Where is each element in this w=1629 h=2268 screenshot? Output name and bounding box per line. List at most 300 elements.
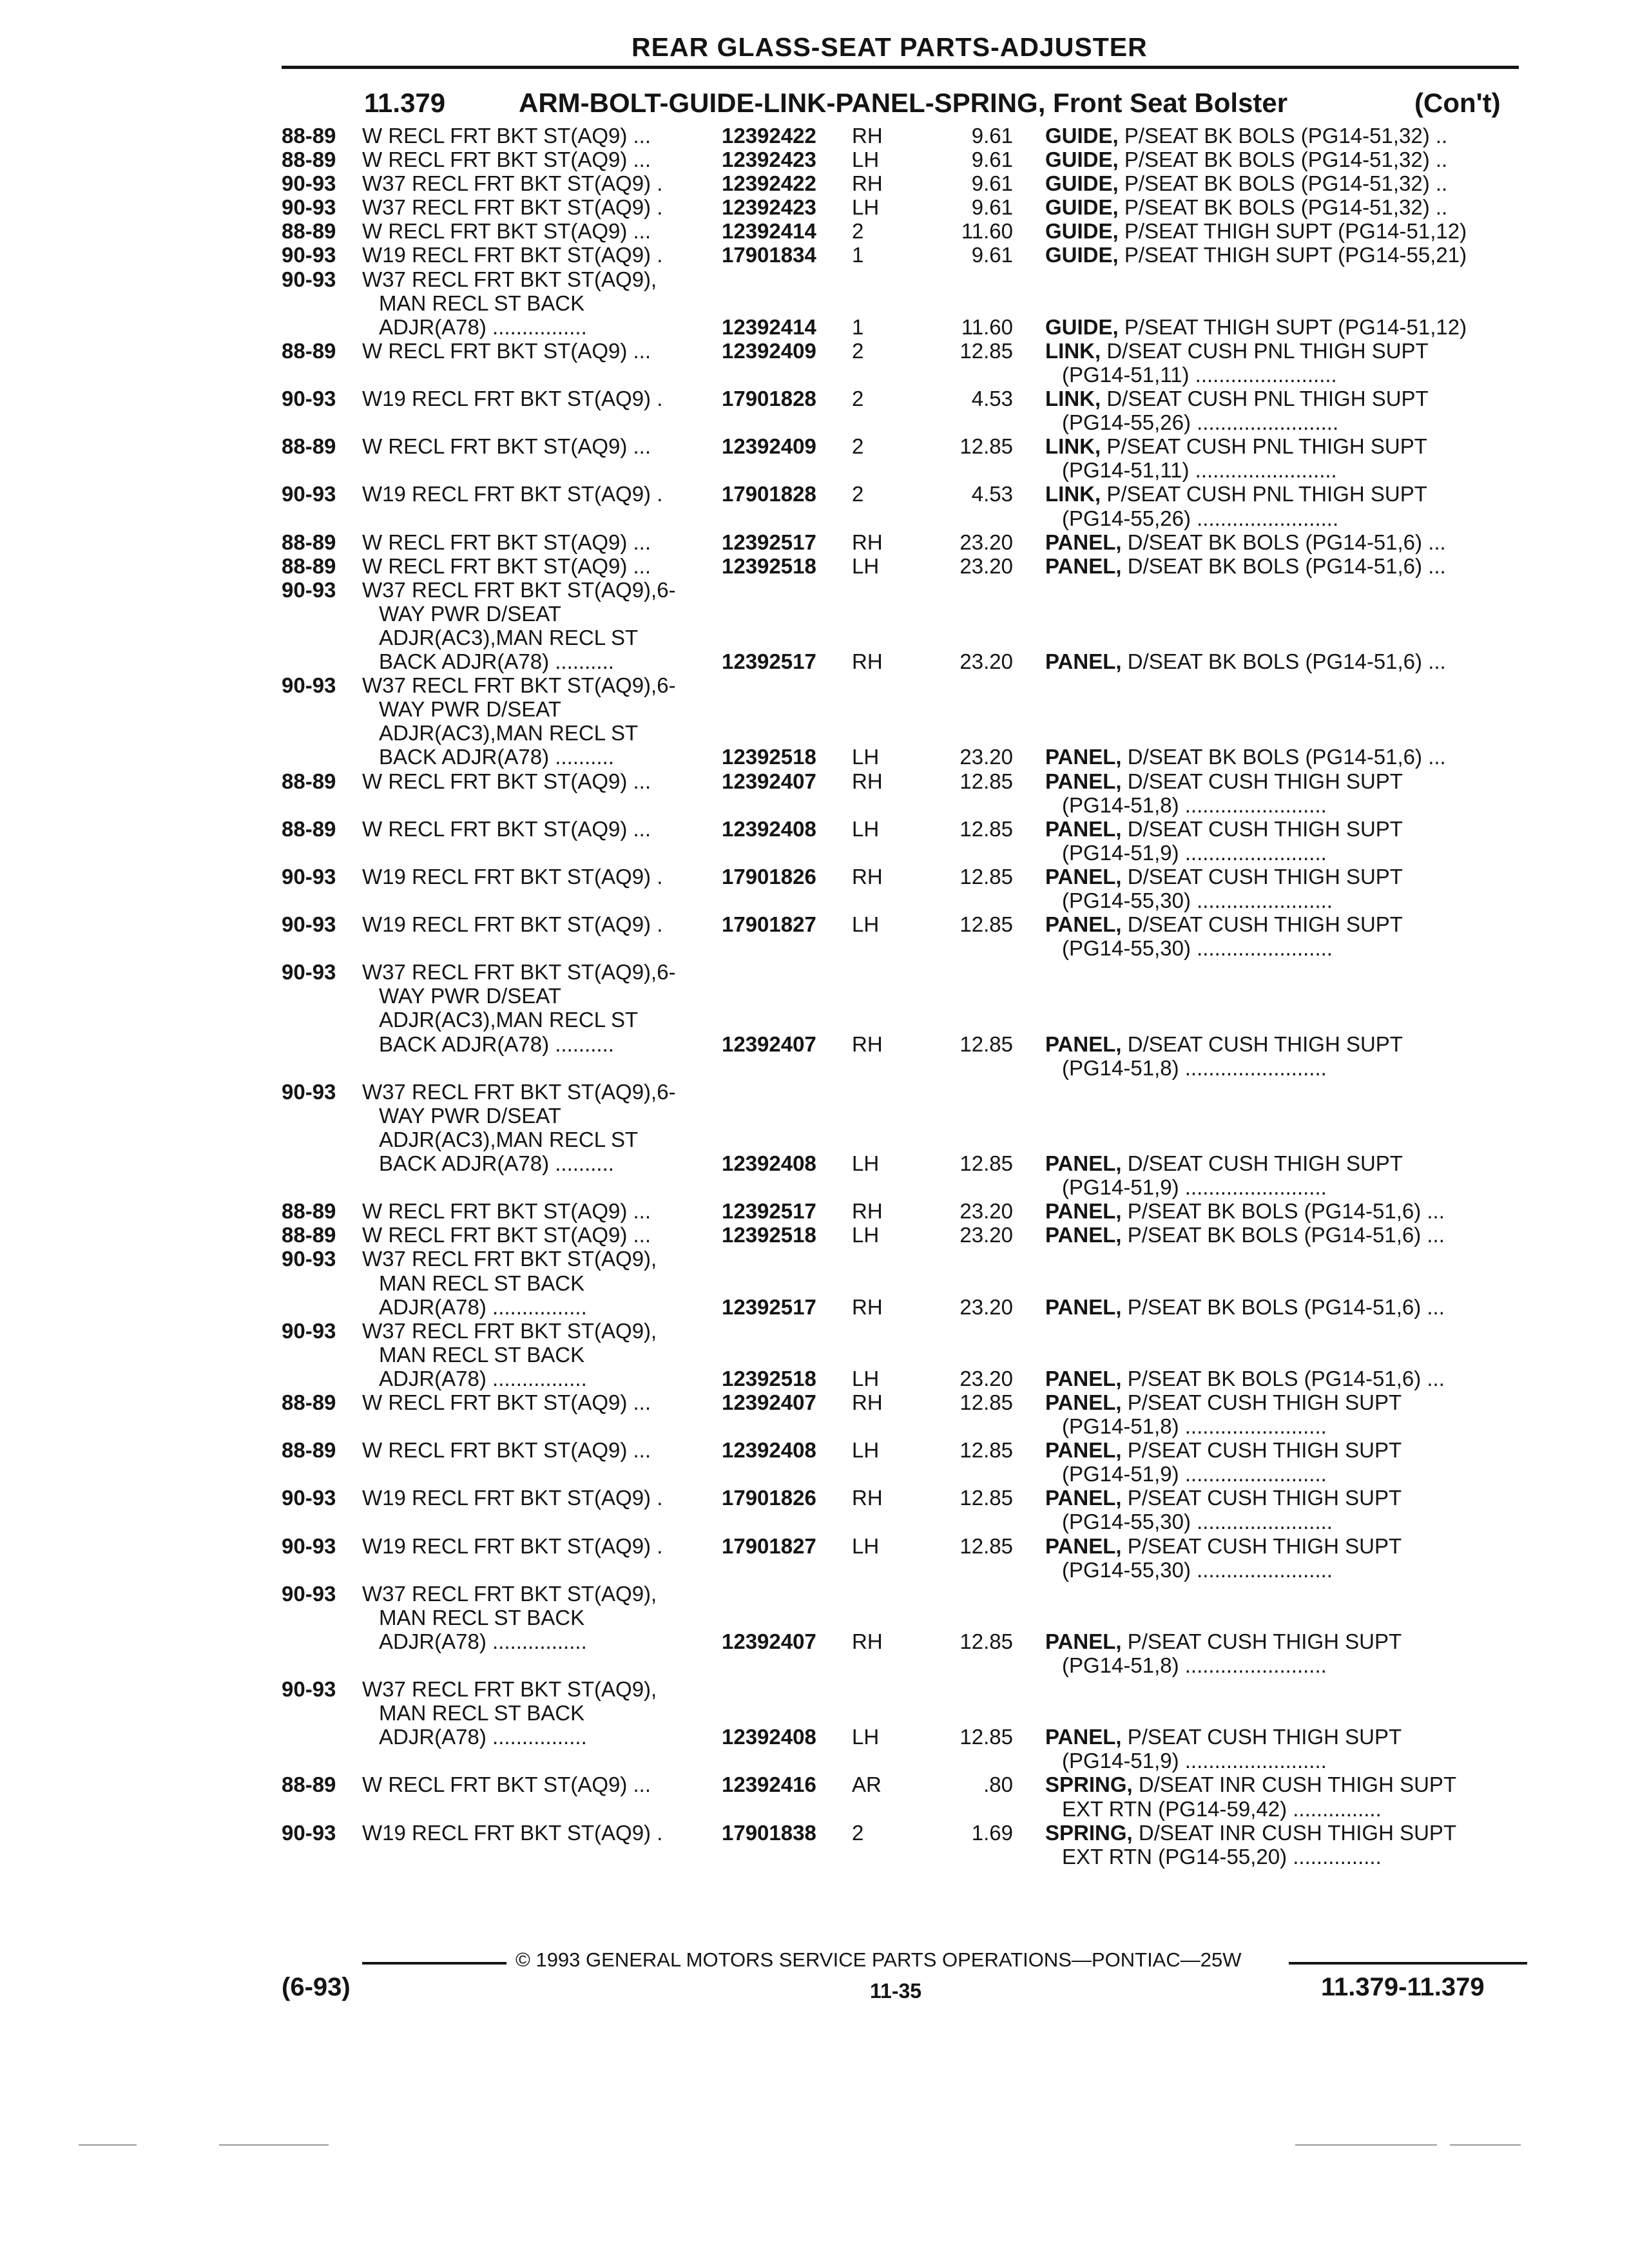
price: 9.61 bbox=[971, 243, 1013, 267]
part-name-bold: LINK, bbox=[1045, 482, 1101, 506]
part-name bbox=[1045, 1725, 1402, 1749]
part-name-detail: P/SEAT BK BOLS (PG14-51,32) .. bbox=[1118, 171, 1448, 196]
quantity: LH bbox=[852, 816, 880, 841]
part-name-detail: (PG14-55,30) ....................... bbox=[1062, 936, 1333, 961]
part-name bbox=[1062, 1797, 1382, 1821]
quantity: AR bbox=[852, 1773, 882, 1797]
table-row bbox=[0, 482, 1629, 506]
model-years: 88-89 bbox=[282, 1199, 336, 1224]
table-row bbox=[0, 697, 1629, 721]
part-name-bold: PANEL, bbox=[1045, 553, 1122, 578]
table-row bbox=[0, 1271, 1629, 1295]
part-number: 12392518 bbox=[722, 1366, 816, 1390]
part-name-bold: LINK, bbox=[1045, 434, 1101, 459]
part-name-detail: D/SEAT BK BOLS (PG14-51,6) ... bbox=[1121, 745, 1446, 769]
model-years: 90-93 bbox=[282, 1581, 336, 1606]
part-name-detail: P/SEAT CUSH THIGH SUPT bbox=[1121, 1725, 1402, 1749]
part-name-detail: (PG14-55,26) ........................ bbox=[1062, 506, 1339, 530]
part-name-bold: PANEL, bbox=[1045, 530, 1122, 554]
application-description: W37 RECL FRT BKT ST(AQ9),6- bbox=[362, 577, 676, 602]
part-name bbox=[1045, 1151, 1403, 1175]
table-row bbox=[0, 1295, 1629, 1319]
price: 12.85 bbox=[959, 1438, 1013, 1463]
quantity: LH bbox=[852, 1533, 880, 1558]
part-name bbox=[1045, 1199, 1445, 1223]
part-name-bold: SPRING, bbox=[1045, 1820, 1133, 1845]
application-description: BACK ADJR(A78) .......... bbox=[379, 649, 614, 674]
part-name-bold: PANEL, bbox=[1045, 1151, 1122, 1176]
part-name-detail: (PG14-51,8) ........................ bbox=[1062, 1653, 1327, 1677]
quantity: LH bbox=[852, 912, 880, 937]
application-description: W19 RECL FRT BKT ST(AQ9) . bbox=[362, 1820, 663, 1845]
section-continued: (Con't) bbox=[1414, 88, 1501, 118]
application-description: W37 RECL FRT BKT ST(AQ9),6- bbox=[362, 673, 676, 698]
part-name-detail: D/SEAT INR CUSH THIGH SUPT bbox=[1132, 1773, 1457, 1797]
table-row bbox=[0, 148, 1629, 171]
part-name bbox=[1062, 1175, 1327, 1199]
model-years: 88-89 bbox=[282, 124, 336, 148]
part-name bbox=[1045, 1486, 1402, 1510]
part-number: 17901826 bbox=[722, 864, 816, 889]
table-row bbox=[0, 1151, 1629, 1175]
footer-rule-left bbox=[362, 1962, 506, 1965]
part-name bbox=[1045, 434, 1427, 458]
model-years: 88-89 bbox=[282, 530, 336, 554]
part-number: 12392407 bbox=[722, 1032, 816, 1056]
part-name-detail: (PG14-51,9) ........................ bbox=[1062, 1749, 1327, 1773]
application-description: W37 RECL FRT BKT ST(AQ9), bbox=[362, 1247, 657, 1271]
table-row bbox=[0, 1510, 1629, 1533]
part-name bbox=[1062, 363, 1337, 387]
table-row bbox=[0, 1606, 1629, 1629]
table-row bbox=[0, 124, 1629, 148]
part-name-detail: P/SEAT THIGH SUPT (PG14-51,12) bbox=[1118, 219, 1467, 244]
table-row bbox=[0, 267, 1629, 291]
table-row bbox=[0, 602, 1629, 626]
price: 12.85 bbox=[959, 769, 1013, 793]
quantity: 2 bbox=[852, 338, 864, 363]
application-description: W19 RECL FRT BKT ST(AQ9) . bbox=[362, 1533, 663, 1558]
model-years: 90-93 bbox=[282, 1079, 336, 1104]
part-name bbox=[1062, 889, 1333, 912]
part-name-bold: PANEL, bbox=[1045, 769, 1122, 793]
part-name-detail: (PG14-55,30) ....................... bbox=[1062, 1557, 1333, 1582]
part-name-bold: PANEL, bbox=[1045, 1366, 1122, 1390]
application-description: ADJR(AC3),MAN RECL ST bbox=[379, 1008, 639, 1032]
part-name-detail: P/SEAT CUSH PNL THIGH SUPT bbox=[1101, 434, 1427, 459]
part-name-bold: GUIDE, bbox=[1045, 314, 1119, 339]
part-number: 12392408 bbox=[722, 1151, 816, 1176]
table-row bbox=[0, 1486, 1629, 1510]
part-name-bold: GUIDE, bbox=[1045, 243, 1119, 267]
table-row bbox=[0, 1821, 1629, 1845]
part-name-detail: D/SEAT CUSH THIGH SUPT bbox=[1121, 769, 1403, 793]
table-row bbox=[0, 721, 1629, 745]
section-title-rest: Front Seat Bolster bbox=[1045, 88, 1288, 118]
part-number: 17901828 bbox=[722, 482, 816, 506]
table-row bbox=[0, 1032, 1629, 1056]
part-name-detail: D/SEAT CUSH THIGH SUPT bbox=[1121, 816, 1403, 841]
part-name bbox=[1045, 1032, 1403, 1056]
table-row bbox=[0, 219, 1629, 243]
application-description: W19 RECL FRT BKT ST(AQ9) . bbox=[362, 912, 663, 937]
part-name-bold: PANEL, bbox=[1045, 864, 1122, 889]
application-description: BACK ADJR(A78) .......... bbox=[379, 1151, 614, 1176]
part-name bbox=[1062, 1510, 1333, 1533]
part-name-detail: (PG14-51,9) ........................ bbox=[1062, 1175, 1327, 1200]
part-name-bold: PANEL, bbox=[1045, 1725, 1122, 1749]
part-name bbox=[1062, 1558, 1333, 1582]
part-name bbox=[1062, 1749, 1327, 1773]
quantity: 2 bbox=[852, 1820, 864, 1845]
model-years: 88-89 bbox=[282, 1773, 336, 1797]
application-description: W RECL FRT BKT ST(AQ9) ... bbox=[362, 816, 651, 841]
part-name-bold: PANEL, bbox=[1045, 649, 1122, 674]
price: 23.20 bbox=[959, 1223, 1013, 1247]
table-row bbox=[0, 410, 1629, 434]
part-name-detail: (PG14-51,8) ........................ bbox=[1062, 1055, 1327, 1080]
footer-range: 11.379-11.379 bbox=[1321, 1973, 1485, 2001]
scan-speck bbox=[1450, 2144, 1521, 2146]
model-years: 90-93 bbox=[282, 960, 336, 985]
part-name-detail: P/SEAT BK BOLS (PG14-51,6) ... bbox=[1121, 1366, 1445, 1390]
part-name-bold: SPRING, bbox=[1045, 1773, 1133, 1797]
table-row bbox=[0, 936, 1629, 960]
part-name bbox=[1045, 1367, 1445, 1390]
table-row bbox=[0, 1725, 1629, 1749]
model-years: 90-93 bbox=[282, 577, 336, 602]
part-name-detail: P/SEAT BK BOLS (PG14-51,6) ... bbox=[1121, 1223, 1445, 1247]
part-name-detail: D/SEAT CUSH THIGH SUPT bbox=[1121, 1032, 1403, 1056]
application-description: W37 RECL FRT BKT ST(AQ9),6- bbox=[362, 960, 676, 985]
application-description: MAN RECL ST BACK bbox=[379, 1701, 585, 1725]
part-name-bold: PANEL, bbox=[1045, 1486, 1122, 1510]
application-description: ADJR(AC3),MAN RECL ST bbox=[379, 1127, 639, 1151]
model-years: 90-93 bbox=[282, 1820, 336, 1845]
quantity: RH bbox=[852, 124, 883, 148]
quantity: 2 bbox=[852, 219, 864, 244]
application-description: ADJR(AC3),MAN RECL ST bbox=[379, 625, 639, 649]
part-name-detail: (PG14-51,11) ........................ bbox=[1062, 458, 1337, 483]
price: 23.20 bbox=[959, 1199, 1013, 1224]
quantity: RH bbox=[852, 1486, 883, 1510]
part-number: 17901827 bbox=[722, 1533, 816, 1558]
table-row bbox=[0, 769, 1629, 793]
table-row bbox=[0, 506, 1629, 530]
application-description: W19 RECL FRT BKT ST(AQ9) . bbox=[362, 243, 663, 267]
quantity: LH bbox=[852, 1366, 880, 1390]
part-name bbox=[1045, 530, 1446, 554]
table-row bbox=[0, 458, 1629, 482]
model-years: 88-89 bbox=[282, 434, 336, 459]
table-row bbox=[0, 865, 1629, 889]
price: 12.85 bbox=[959, 1151, 1013, 1176]
part-name bbox=[1045, 195, 1447, 219]
table-row bbox=[0, 1008, 1629, 1032]
part-name-detail: P/SEAT THIGH SUPT (PG14-55,21) bbox=[1118, 243, 1467, 267]
application-description: ADJR(A78) ................ bbox=[379, 1366, 587, 1390]
model-years: 88-89 bbox=[282, 1223, 336, 1247]
application-description: WAY PWR D/SEAT bbox=[379, 984, 561, 1008]
part-name-bold: PANEL, bbox=[1045, 816, 1122, 841]
part-number: 17901834 bbox=[722, 243, 816, 267]
part-name bbox=[1062, 506, 1338, 530]
part-number: 12392423 bbox=[722, 148, 816, 172]
table-row bbox=[0, 554, 1629, 578]
price: 12.85 bbox=[959, 1725, 1013, 1749]
table-row bbox=[0, 960, 1629, 984]
table-row bbox=[0, 745, 1629, 769]
part-number: 12392518 bbox=[722, 745, 816, 769]
part-name-detail: (PG14-51,9) ........................ bbox=[1062, 1462, 1327, 1486]
part-name-detail: (PG14-51,8) ........................ bbox=[1062, 1414, 1327, 1439]
application-description: W37 RECL FRT BKT ST(AQ9), bbox=[362, 1318, 657, 1343]
part-number: 12392517 bbox=[722, 649, 816, 674]
part-number: 12392414 bbox=[722, 314, 816, 339]
price: 12.85 bbox=[959, 864, 1013, 889]
model-years: 90-93 bbox=[282, 673, 336, 698]
price: 23.20 bbox=[959, 530, 1013, 554]
part-number: 12392517 bbox=[722, 530, 816, 554]
part-name-detail: (PG14-51,9) ........................ bbox=[1062, 840, 1327, 865]
part-name-detail: D/SEAT CUSH THIGH SUPT bbox=[1121, 864, 1403, 889]
application-description: W RECL FRT BKT ST(AQ9) ... bbox=[362, 219, 651, 244]
parts-list bbox=[0, 124, 1629, 1869]
quantity: LH bbox=[852, 1151, 880, 1176]
quantity: RH bbox=[852, 530, 883, 554]
quantity: LH bbox=[852, 1438, 880, 1463]
part-name-bold: PANEL, bbox=[1045, 1294, 1122, 1319]
application-description: ADJR(AC3),MAN RECL ST bbox=[379, 721, 639, 745]
table-row bbox=[0, 1414, 1629, 1438]
model-years: 90-93 bbox=[282, 1318, 336, 1343]
scan-speck bbox=[219, 2144, 329, 2146]
price: 23.20 bbox=[959, 649, 1013, 674]
application-description: MAN RECL ST BACK bbox=[379, 1271, 585, 1295]
part-name-bold: GUIDE, bbox=[1045, 195, 1119, 220]
part-name bbox=[1045, 649, 1446, 673]
quantity: RH bbox=[852, 864, 883, 889]
application-description: W RECL FRT BKT ST(AQ9) ... bbox=[362, 553, 651, 578]
part-name bbox=[1045, 124, 1447, 148]
application-description: ADJR(A78) ................ bbox=[379, 314, 587, 339]
part-name-detail: P/SEAT CUSH THIGH SUPT bbox=[1121, 1629, 1402, 1653]
application-description: W37 RECL FRT BKT ST(AQ9), bbox=[362, 1677, 657, 1702]
part-name-detail: D/SEAT BK BOLS (PG14-51,6) ... bbox=[1121, 530, 1446, 554]
model-years: 88-89 bbox=[282, 816, 336, 841]
application-description: W RECL FRT BKT ST(AQ9) ... bbox=[362, 530, 651, 554]
table-row bbox=[0, 626, 1629, 649]
price: .80 bbox=[983, 1773, 1013, 1797]
footer-copyright: © 1993 GENERAL MOTORS SERVICE PARTS OPERATIONS—PONTIAC—25W bbox=[516, 1948, 1242, 1971]
part-name-bold: PANEL, bbox=[1045, 1223, 1122, 1247]
table-row bbox=[0, 1558, 1629, 1582]
price: 4.53 bbox=[971, 387, 1013, 411]
model-years: 90-93 bbox=[282, 171, 336, 196]
quantity: 1 bbox=[852, 314, 864, 339]
part-name bbox=[1045, 1629, 1402, 1653]
part-name bbox=[1045, 243, 1467, 267]
part-name bbox=[1062, 1056, 1327, 1080]
price: 11.60 bbox=[961, 219, 1013, 244]
part-name-detail: P/SEAT CUSH THIGH SUPT bbox=[1121, 1486, 1402, 1510]
part-name-bold: PANEL, bbox=[1045, 1533, 1122, 1558]
table-row bbox=[0, 1582, 1629, 1606]
table-row bbox=[0, 673, 1629, 697]
part-name-bold: LINK, bbox=[1045, 387, 1101, 411]
model-years: 88-89 bbox=[282, 769, 336, 793]
quantity: RH bbox=[852, 1294, 883, 1319]
part-name-detail: P/SEAT CUSH PNL THIGH SUPT bbox=[1101, 482, 1427, 506]
part-name-bold: PANEL, bbox=[1045, 1390, 1122, 1414]
table-row bbox=[0, 1367, 1629, 1390]
application-description: W RECL FRT BKT ST(AQ9) ... bbox=[362, 148, 651, 172]
part-number: 12392423 bbox=[722, 195, 816, 220]
quantity: RH bbox=[852, 1629, 883, 1653]
part-name-bold: GUIDE, bbox=[1045, 124, 1119, 148]
part-number: 12392408 bbox=[722, 816, 816, 841]
application-description: W RECL FRT BKT ST(AQ9) ... bbox=[362, 1223, 651, 1247]
part-name bbox=[1045, 865, 1403, 889]
application-description: BACK ADJR(A78) .......... bbox=[379, 745, 614, 769]
application-description: W RECL FRT BKT ST(AQ9) ... bbox=[362, 1438, 651, 1463]
table-row bbox=[0, 243, 1629, 267]
part-number: 12392517 bbox=[722, 1294, 816, 1319]
part-name bbox=[1062, 1845, 1382, 1869]
part-name-detail: D/SEAT CUSH PNL THIGH SUPT bbox=[1101, 387, 1429, 411]
price: 9.61 bbox=[971, 148, 1013, 172]
part-name bbox=[1062, 1462, 1327, 1486]
part-name bbox=[1045, 387, 1429, 410]
quantity: LH bbox=[852, 745, 880, 769]
part-name-detail: (PG14-51,8) ........................ bbox=[1062, 793, 1327, 817]
part-name bbox=[1045, 817, 1403, 841]
part-number: 17901827 bbox=[722, 912, 816, 937]
price: 12.85 bbox=[959, 1486, 1013, 1510]
table-row bbox=[0, 1629, 1629, 1653]
quantity: RH bbox=[852, 1199, 883, 1224]
part-number: 12392408 bbox=[722, 1438, 816, 1463]
application-description: W19 RECL FRT BKT ST(AQ9) . bbox=[362, 864, 663, 889]
model-years: 90-93 bbox=[282, 195, 336, 220]
table-row bbox=[0, 315, 1629, 339]
part-name-detail: EXT RTN (PG14-55,20) ............... bbox=[1062, 1844, 1382, 1869]
table-row bbox=[0, 1749, 1629, 1773]
model-years: 88-89 bbox=[282, 148, 336, 172]
table-row bbox=[0, 1199, 1629, 1223]
application-description: WAY PWR D/SEAT bbox=[379, 601, 561, 626]
table-row bbox=[0, 1773, 1629, 1796]
part-name bbox=[1045, 1295, 1445, 1319]
table-row bbox=[0, 1247, 1629, 1271]
model-years: 90-93 bbox=[282, 912, 336, 937]
footer-rule-right bbox=[1289, 1962, 1527, 1965]
table-row bbox=[0, 171, 1629, 195]
application-description: W37 RECL FRT BKT ST(AQ9),6- bbox=[362, 1079, 676, 1104]
model-years: 90-93 bbox=[282, 243, 336, 267]
application-description: W19 RECL FRT BKT ST(AQ9) . bbox=[362, 387, 663, 411]
part-number: 12392422 bbox=[722, 124, 816, 148]
model-years: 90-93 bbox=[282, 1247, 336, 1271]
part-name bbox=[1045, 1821, 1456, 1845]
section-title bbox=[519, 88, 1287, 119]
application-description: BACK ADJR(A78) .......... bbox=[379, 1032, 614, 1056]
model-years: 88-89 bbox=[282, 338, 336, 363]
part-name bbox=[1062, 410, 1338, 434]
quantity: RH bbox=[852, 1032, 883, 1056]
table-row bbox=[0, 1534, 1629, 1558]
part-number: 12392407 bbox=[722, 769, 816, 793]
part-name bbox=[1045, 1534, 1402, 1558]
price: 12.85 bbox=[959, 434, 1013, 459]
application-description: ADJR(A78) ................ bbox=[379, 1725, 587, 1749]
table-row bbox=[0, 1653, 1629, 1677]
part-name-detail: P/SEAT BK BOLS (PG14-51,32) .. bbox=[1118, 148, 1448, 172]
price: 12.85 bbox=[959, 1390, 1013, 1414]
table-row bbox=[0, 1080, 1629, 1104]
quantity: LH bbox=[852, 1725, 880, 1749]
part-name-detail: P/SEAT CUSH THIGH SUPT bbox=[1121, 1390, 1402, 1414]
price: 12.85 bbox=[959, 816, 1013, 841]
part-name-detail: (PG14-55,30) ....................... bbox=[1062, 1510, 1333, 1534]
part-name-detail: (PG14-51,11) ........................ bbox=[1062, 362, 1337, 387]
table-row bbox=[0, 841, 1629, 865]
table-row bbox=[0, 387, 1629, 410]
part-number: 17901838 bbox=[722, 1820, 816, 1845]
part-number: 12392517 bbox=[722, 1199, 816, 1224]
table-row bbox=[0, 434, 1629, 458]
part-name bbox=[1062, 936, 1333, 960]
part-name bbox=[1062, 458, 1337, 482]
part-name bbox=[1045, 315, 1467, 339]
part-name-bold: PANEL, bbox=[1045, 1032, 1122, 1056]
application-description: W RECL FRT BKT ST(AQ9) ... bbox=[362, 124, 651, 148]
model-years: 88-89 bbox=[282, 219, 336, 244]
quantity: RH bbox=[852, 171, 883, 196]
application-description: W RECL FRT BKT ST(AQ9) ... bbox=[362, 338, 651, 363]
application-description: WAY PWR D/SEAT bbox=[379, 697, 561, 722]
table-row bbox=[0, 291, 1629, 315]
table-row bbox=[0, 1056, 1629, 1080]
application-description: MAN RECL ST BACK bbox=[379, 1342, 585, 1367]
price: 12.85 bbox=[959, 1533, 1013, 1558]
price: 12.85 bbox=[959, 338, 1013, 363]
table-row bbox=[0, 817, 1629, 841]
part-name bbox=[1062, 1414, 1327, 1438]
application-description: W19 RECL FRT BKT ST(AQ9) . bbox=[362, 482, 663, 506]
application-description: ADJR(A78) ................ bbox=[379, 1294, 587, 1319]
application-description: W RECL FRT BKT ST(AQ9) ... bbox=[362, 1199, 651, 1224]
quantity: RH bbox=[852, 649, 883, 674]
part-name bbox=[1045, 482, 1427, 506]
part-number: 12392409 bbox=[722, 338, 816, 363]
table-row bbox=[0, 1845, 1629, 1869]
price: 1.69 bbox=[971, 1820, 1013, 1845]
price: 9.61 bbox=[971, 195, 1013, 220]
section-number: 11.379 bbox=[364, 88, 446, 118]
model-years: 88-89 bbox=[282, 1438, 336, 1463]
table-row bbox=[0, 363, 1629, 387]
part-name bbox=[1045, 554, 1446, 578]
price: 12.85 bbox=[959, 1629, 1013, 1653]
table-row bbox=[0, 1462, 1629, 1486]
part-name bbox=[1045, 1390, 1402, 1414]
application-description: W37 RECL FRT BKT ST(AQ9), bbox=[362, 267, 657, 291]
application-description: W RECL FRT BKT ST(AQ9) ... bbox=[362, 769, 651, 793]
table-row bbox=[0, 195, 1629, 219]
part-name-detail: EXT RTN (PG14-59,42) ............... bbox=[1062, 1796, 1382, 1821]
model-years: 88-89 bbox=[282, 1390, 336, 1414]
